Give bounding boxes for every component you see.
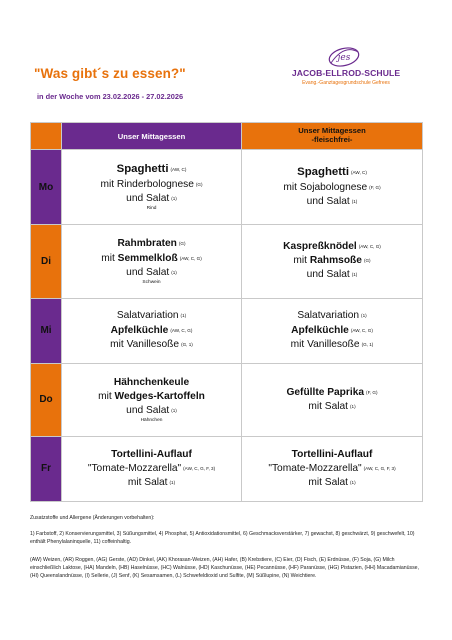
meal-cell-vegetarian (242, 436, 423, 501)
dish-side: mit Salat (308, 400, 348, 412)
allergen-codes: (G, 1) (361, 341, 374, 347)
day-label: Fr (31, 436, 62, 501)
dish-name: Hähnchenkeule (113, 376, 190, 388)
dish-name: Spaghetti (297, 166, 349, 179)
meal-cell-regular (62, 436, 242, 501)
allergen-codes: (1) (171, 407, 177, 413)
allergen-codes: (G) (178, 241, 186, 247)
allergen-codes: (1) (350, 403, 356, 409)
logo-mark-text: jes (337, 53, 351, 63)
dish-name: Gefüllte Paprika (286, 386, 365, 398)
allergen-codes: (1) (171, 196, 177, 202)
footer-additives: 1) Farbstoff, 2) Konservierungsmittel, 3) Süßungsmittel, 4) Phosphat, 5) Antioxidationsmittel, 6) Geschmacksverstärker, 7) gewachst, 8) geschwärzt, 9) geschwefelt, 10) enthält Phenylalaninquelle, 11) coffeinhaltig. (30, 531, 415, 546)
footer-heading: Zusatzstoffe und Allergene (Änderungen vorbehalten): (30, 515, 155, 521)
dish-connector: mit (98, 390, 115, 402)
meal-cell-regular (62, 225, 242, 298)
allergen-codes: (AW, C, G) (358, 244, 381, 250)
day-row-do (31, 363, 423, 436)
day-label: Di (31, 225, 62, 298)
allergen-codes: (1) (350, 479, 356, 485)
allergen-codes: (1) (169, 479, 176, 485)
dish-side: und Salat (306, 269, 350, 281)
meal-cell-regular (62, 150, 242, 225)
logo-school-subtitle: Evang.-Ganztagesgrundschule Gefrees (302, 80, 390, 86)
dish-side: mit Salat (127, 476, 168, 488)
allergen-codes: (AW, C, G) (170, 327, 193, 333)
meal-cell-vegetarian (242, 150, 423, 225)
dish-name: Spaghetti (116, 163, 169, 176)
dish-side: und Salat (126, 404, 170, 416)
jes-logo-icon (327, 46, 361, 68)
allergen-codes: (1) (351, 272, 358, 278)
day-label: Mi (31, 298, 62, 363)
allergen-codes: (G) (363, 258, 371, 264)
dish-side: Semmelkloß (117, 252, 178, 264)
allergen-codes: (AW, C, G) (350, 327, 373, 333)
meat-note: Rind (146, 206, 157, 212)
dish-side: Salatvariation (297, 310, 360, 322)
allergen-codes: (G) (195, 182, 203, 188)
week-range: in der Woche vom 23.02.2026 - 27.02.2026 (37, 92, 184, 101)
column-header-vegetarian (242, 123, 423, 150)
allergen-codes: (1) (351, 199, 358, 205)
meal-cell-vegetarian (242, 298, 423, 363)
dish-side: Rahmsoße (309, 255, 362, 267)
dish-variant: "Tomate-Mozzarella" (268, 462, 362, 474)
meat-note: Hähnchen (140, 417, 163, 423)
dish-side: Wedges-Kartoffeln (114, 390, 205, 402)
page-title: "Was gibt´s zu essen?" (34, 66, 186, 81)
meal-cell-vegetarian (242, 225, 423, 298)
dish-side: mit Vanillesoße (110, 338, 180, 350)
meal-cell-regular (62, 363, 242, 436)
meal-cell-regular (62, 298, 242, 363)
allergen-codes: (AW, C, G, F, 3) (183, 465, 216, 471)
logo-school-name: JACOB-ELLROD-SCHULE (291, 68, 401, 78)
school-logo (291, 46, 401, 96)
dish-side: mit Sojabolognese (283, 181, 368, 193)
allergen-codes: (1) (361, 313, 367, 319)
menu-header-row (31, 123, 423, 150)
day-row-mi (31, 298, 423, 363)
dish-side: und Salat (126, 193, 170, 205)
allergen-codes: (AW, C) (351, 170, 367, 176)
meal-cell-vegetarian (242, 363, 423, 436)
allergen-codes: (1) (180, 313, 187, 319)
allergen-codes: (1) (171, 269, 177, 275)
corner-cell (31, 123, 62, 150)
column-header-regular: Unser Mittagessen (62, 123, 242, 150)
allergen-codes: (AW, C, G, F, 3) (363, 465, 396, 471)
footer-allergens: (AW) Weizen, (AR) Roggen, (AG) Gerste, (AD) Dinkel, (AK) Khorasan-Weizen, (AH) Hafer, (B) Krebstiere, (C) Eier, (D) Fisch, (E) Erdnüsse, (F) Soja, (G) Milch einschließlich Laktose, (HA) Mandeln, (HB) Haselnüsse, (HC) Walnüsse, (HD) Kaschunüsse, (HE) Pecannüsse, (HF) Paranüsse, (HG) Pistazien, (HH) Macadamianüsse, (HI) Queenslandnüsse, (I) Sellerie, (J) Senf, (K) Sesamsamen, (L) Schwefeldioxid und Sulfite, (M) Süßlupine, (N) Weichtiere. (30, 557, 420, 580)
menu-table (30, 122, 423, 502)
dish-side: mit Salat (308, 476, 348, 488)
allergen-codes: (F, G) (369, 184, 381, 190)
dish-name: Rahmbraten (117, 238, 177, 250)
day-label: Mo (31, 150, 62, 225)
day-label: Do (31, 363, 62, 436)
dish-name: Apfelküchle (291, 324, 349, 336)
allergen-codes: (AW, C) (170, 167, 187, 173)
dish-side: mit Vanillesoße (290, 338, 360, 350)
day-row-fr (31, 436, 423, 501)
dish-side: mit Rinderbolognese (100, 179, 194, 191)
allergen-codes: (F, G) (366, 389, 378, 395)
dish-name: Tortellini-Auflauf (111, 448, 192, 460)
dish-name: Apfelküchle (110, 324, 169, 336)
dish-variant: "Tomate-Mozzarella" (87, 462, 182, 474)
dish-name: Tortellini-Auflauf (291, 448, 373, 460)
dish-connector: mit (101, 252, 118, 264)
meat-note: Schwein (142, 279, 161, 285)
column-header-vegetarian-line1: Unser Mittagessen (298, 126, 366, 136)
day-row-mo (31, 150, 423, 225)
dish-name: Kaspreßknödel (283, 241, 357, 253)
dish-connector: mit (293, 255, 310, 267)
column-header-vegetarian-line2: -fleischfrei- (311, 135, 353, 144)
allergen-codes: (G, 1) (181, 341, 193, 347)
dish-side: und Salat (126, 266, 170, 278)
day-row-di (31, 225, 423, 298)
dish-side: und Salat (306, 196, 350, 208)
dish-side: Salatvariation (116, 310, 179, 322)
allergen-codes: (AW, C, G) (179, 255, 202, 261)
